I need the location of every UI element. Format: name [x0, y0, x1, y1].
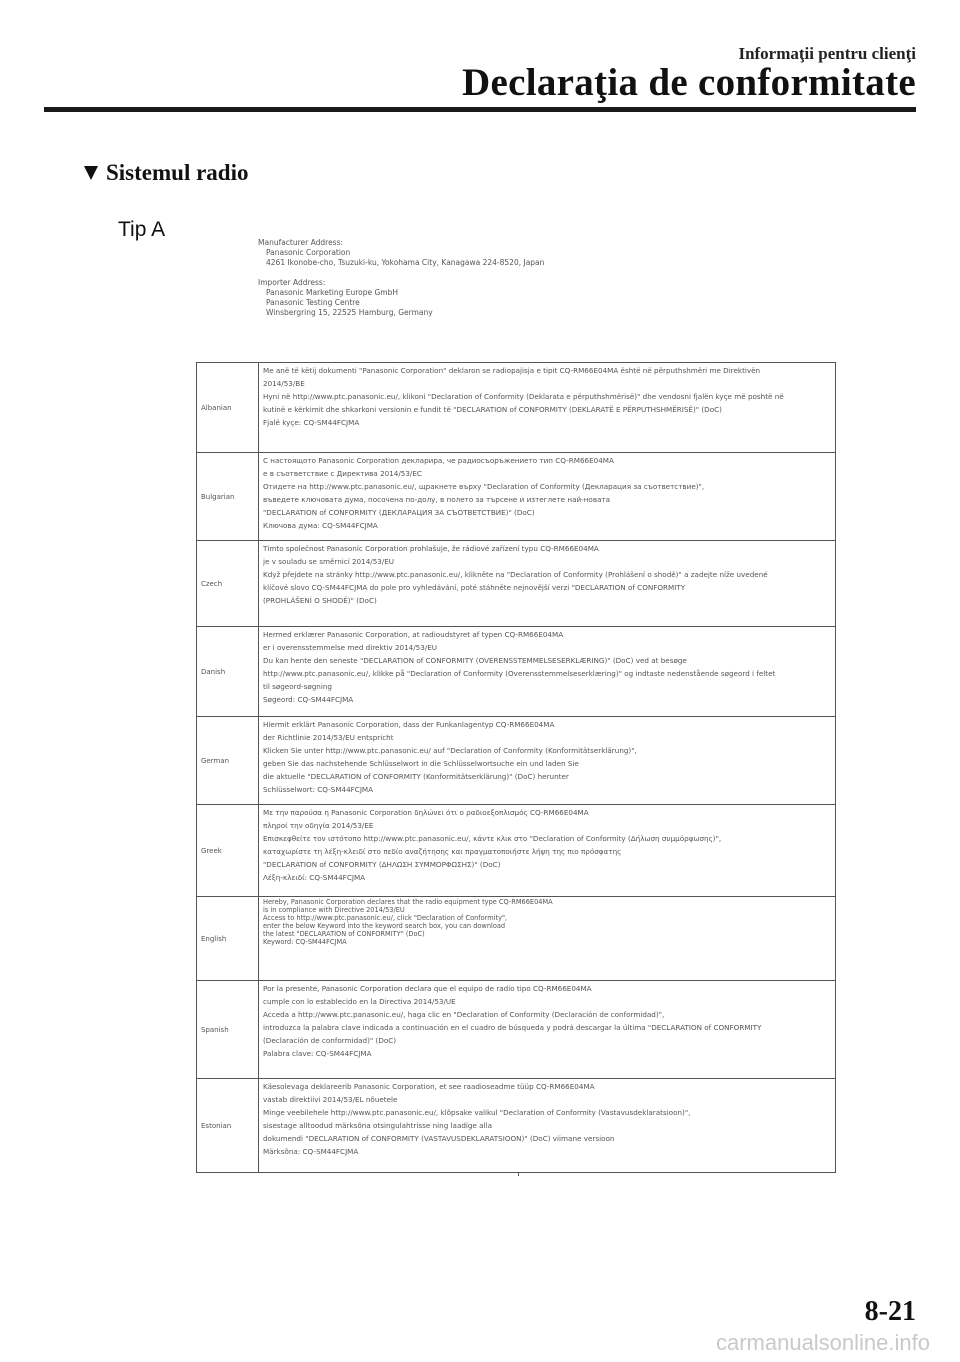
text-line: (Declaración de conformidad)" (DoC) [263, 1036, 397, 1045]
text-line: die aktuelle "DECLARATION of CONFORMITY (Konformitätserklärung)" (DoC) herunter [263, 772, 569, 781]
text-line: Keyword: CQ-SM44FCJMA [263, 938, 347, 946]
manufacturer-address [258, 238, 544, 268]
text-line: Access to http://www.ptc.panasonic.eu/, click "Declaration of Conformity", [263, 914, 508, 922]
text-line: Schlüsselwort: CQ-SM44FCJMA [263, 785, 374, 794]
section-heading [84, 160, 248, 186]
manufacturer-line: Panasonic Corporation [266, 248, 351, 257]
text-line: Hermed erklærer Panasonic Corporation, at radioudstyret af typen CQ-RM66E04MA [263, 630, 564, 639]
text-line: Hereby, Panasonic Corporation declares that the radio equipment type CQ-RM66E04MA [263, 898, 553, 906]
manufacturer-label: Manufacturer Address: [258, 238, 344, 247]
declaration-table [196, 362, 836, 1173]
text-line: je v souladu se směrnicí 2014/53/EU [263, 557, 395, 566]
text-line: introduzca la palabra clave indicada a continuación en el cuadro de búsqueda y podrá descargar la última "DECLARATION of CONFORMITY [263, 1023, 762, 1032]
text-line: kutinë e kërkimit dhe shkarkoni versionin e fundit të "DECLARATION of CONFORMITY (DEKLARATË E PËRPUTHSHMËRISË)" (DoC) [263, 405, 722, 414]
text-line: der Richtlinie 2014/53/EU entspricht [263, 733, 394, 742]
text-line: "DECLARATION of CONFORMITY (ДЕКЛАРАЦИЯ ЗА СЪОТВЕТСТВИЕ)" (DoC) [263, 508, 535, 517]
text-line: Käesolevaga deklareerib Panasonic Corporation, et see raadioseadme tüüp CQ-RM66E04MA [263, 1082, 595, 1091]
declaration-text [259, 981, 836, 1079]
text-line: sisestage alltoodud märksõna otsingulahtrisse ning laadige alla [263, 1121, 492, 1130]
declaration-text [259, 717, 836, 805]
text-line: Du kan hente den seneste "DECLARATION of CONFORMITY (OVERENSSTEMMELSESERKLÆRING)" (DoC) ved at besøge [263, 656, 687, 665]
page-title: Declaraţia de conformitate [462, 61, 916, 104]
text-line: Minge veebilehele http://www.ptc.panasonic.eu/, klõpsake valikul "Declaration of Conformity (Vastavusdeklaratsioon)", [263, 1108, 691, 1117]
text-line: καταχωρίστε τη λέξη-κλειδί στο πεδίο αναζήτησης και πραγματοποιήστε λήψη της πιο πρόσφατης [263, 847, 622, 856]
declaration-text [259, 627, 836, 717]
text-line: Por la presente, Panasonic Corporation declara que el equipo de radio tipo CQ-RM66E04MA [263, 984, 592, 993]
declaration-text [259, 897, 836, 981]
text-line: Me anë të këtij dokumenti "Panasonic Corporation" deklaron se radiopajisja e tipit CQ-RM66E04MA është në përputhshmëri me Direktivën [263, 366, 761, 375]
text-line: Hiermit erklärt Panasonic Corporation, dass der Funkanlagentyp CQ-RM66E04MA [263, 720, 555, 729]
text-line: enter the below Keyword into the keyword search box, you can download [263, 922, 506, 930]
importer-line: Panasonic Testing Centre [266, 298, 360, 307]
text-line: Hyni në http://www.ptc.panasonic.eu/, klikoni "Declaration of Conformity (Deklarata e përputhshmërisë)" dhe vendosni fjalën kyçe më poshtë në [263, 392, 784, 401]
tip-label: Tip A [118, 218, 166, 241]
text-line: vastab direktiivi 2014/53/EL nõuetele [263, 1095, 398, 1104]
text-line: geben Sie das nachstehende Schlüsselwort in die Schlüsselwortsuche ein und laden Sie [263, 759, 579, 768]
language-label: Bulgarian [197, 453, 259, 541]
address-block [258, 238, 544, 328]
header-subtitle: Informaţii pentru clienţi [738, 44, 916, 63]
text-line: Ключова дума: CQ-SM44FCJMA [263, 521, 378, 530]
text-line: Søgeord: CQ-SM44FCJMA [263, 695, 354, 704]
language-label: Estonian [197, 1079, 259, 1173]
page-number: 8-21 [864, 1296, 916, 1327]
text-line: въведете ключовата дума, посочена по-долу, в полето за търсене и изтеглете най-новата [263, 495, 611, 504]
text-line: Palabra clave: CQ-SM44FCJMA [263, 1049, 372, 1058]
text-line: http://www.ptc.panasonic.eu/, klikke på "Declaration of Conformity (Overensstemmelseserklæring)" og indtaste nedenstående søgeord i feltet [263, 669, 776, 678]
table-row [197, 363, 836, 453]
importer-label: Importer Address: [258, 278, 326, 287]
language-label: Greek [197, 805, 259, 897]
section-title: Sistemul radio [106, 160, 249, 185]
text-line: "DECLARATION of CONFORMITY (ΔΗΛΩΣΗ ΣΥΜΜΟΡΦΩΣΗΣ)" (DoC) [263, 860, 501, 869]
table-row [197, 627, 836, 717]
triangle-bullet-icon [84, 166, 98, 180]
text-line: Λέξη-κλειδί: CQ-SM44FCJMA [263, 873, 366, 882]
table-row [197, 805, 836, 897]
table-row [197, 981, 836, 1079]
table-row [197, 541, 836, 627]
declaration-text [259, 541, 836, 627]
text-line: πληροί την οδηγία 2014/53/ΕΕ [263, 821, 374, 830]
text-line: (PROHLÁŠENÍ O SHODĚ)" (DoC) [263, 596, 377, 605]
text-line: Klicken Sie unter http://www.ptc.panasonic.eu/ auf "Declaration of Conformity (Konformitätserklärung)", [263, 746, 637, 755]
text-line: 2014/53/BE [263, 379, 305, 388]
importer-address [258, 278, 544, 318]
text-line: er i overensstemmelse med direktiv 2014/53/EU [263, 643, 438, 652]
declaration-text [259, 363, 836, 453]
text-line: С настоящото Panasonic Corporation декларира, че радиосъоръжението тип CQ-RM66E04MA [263, 456, 614, 465]
text-line: til søgeord-søgning [263, 682, 332, 691]
declaration-text [259, 805, 836, 897]
text-line: cumple con lo establecido en la Directiva 2014/53/UE [263, 997, 456, 1006]
text-line: Märksõna: CQ-SM44FCJMA [263, 1147, 359, 1156]
text-line: is in compliance with Directive 2014/53/EU [263, 906, 405, 914]
declaration-text [259, 1079, 836, 1173]
text-line: Když přejdete na stránky http://www.ptc.panasonic.eu/, klikněte na "Declaration of Conformity (Prohlášení o shodě)" a zadejte níže uvedené [263, 570, 768, 579]
text-line: Fjalë kyçe: CQ-SM44FCJMA [263, 418, 360, 427]
text-line: Отидете на http://www.ptc.panasonic.eu/, щракнете върху "Declaration of Conformity (Декларация за съответствие)", [263, 482, 705, 491]
language-label: Danish [197, 627, 259, 717]
header-divider [44, 107, 916, 112]
watermark: carmanualsonline.info [715, 1330, 930, 1355]
declaration-text [259, 453, 836, 541]
text-line: Επισκεφθείτε τον ιστότοπο http://www.ptc.panasonic.eu/, κάντε κλικ στο "Declaration of Conformity (Δήλωση συμμόρφωσης)", [263, 834, 722, 843]
table-row [197, 1079, 836, 1173]
text-line: klíčové slovo CQ-SM44FCJMA do pole pro vyhledávání, poté stáhněte nejnovější verzi "DECLARATION of CONFORMITY [263, 583, 686, 592]
table-row [197, 897, 836, 981]
language-label: Albanian [197, 363, 259, 453]
importer-line: Winsbergring 15, 22525 Hamburg, Germany [266, 308, 433, 317]
table-tick-mark [518, 1172, 519, 1176]
text-line: Με την παρούσα η Panasonic Corporation δηλώνει ότι ο ραδιοεξοπλισμός CQ-RM66E04MA [263, 808, 589, 817]
text-line: е в съответствие с Директива 2014/53/ЕС [263, 469, 422, 478]
text-line: the latest "DECLARATION of CONFORMITY" (DoC) [263, 930, 425, 938]
text-line: Acceda a http://www.ptc.panasonic.eu/, haga clic en "Declaration of Conformity (Declaración de conformidad)", [263, 1010, 665, 1019]
manufacturer-line: 4261 Ikonobe-cho, Tsuzuki-ku, Yokohama City, Kanagawa 224-8520, Japan [266, 258, 545, 267]
language-label: English [197, 897, 259, 981]
importer-line: Panasonic Marketing Europe GmbH [266, 288, 399, 297]
language-label: Czech [197, 541, 259, 627]
table-row [197, 453, 836, 541]
table-row [197, 717, 836, 805]
language-label: Spanish [197, 981, 259, 1079]
text-line: dokumendi "DECLARATION of CONFORMITY (VASTAVUSDEKLARATSIOON)" (DoC) viimane versioon [263, 1134, 615, 1143]
language-label: German [197, 717, 259, 805]
text-line: Tímto společnost Panasonic Corporation prohlašuje, že rádiové zařízení typu CQ-RM66E04MA [263, 544, 599, 553]
